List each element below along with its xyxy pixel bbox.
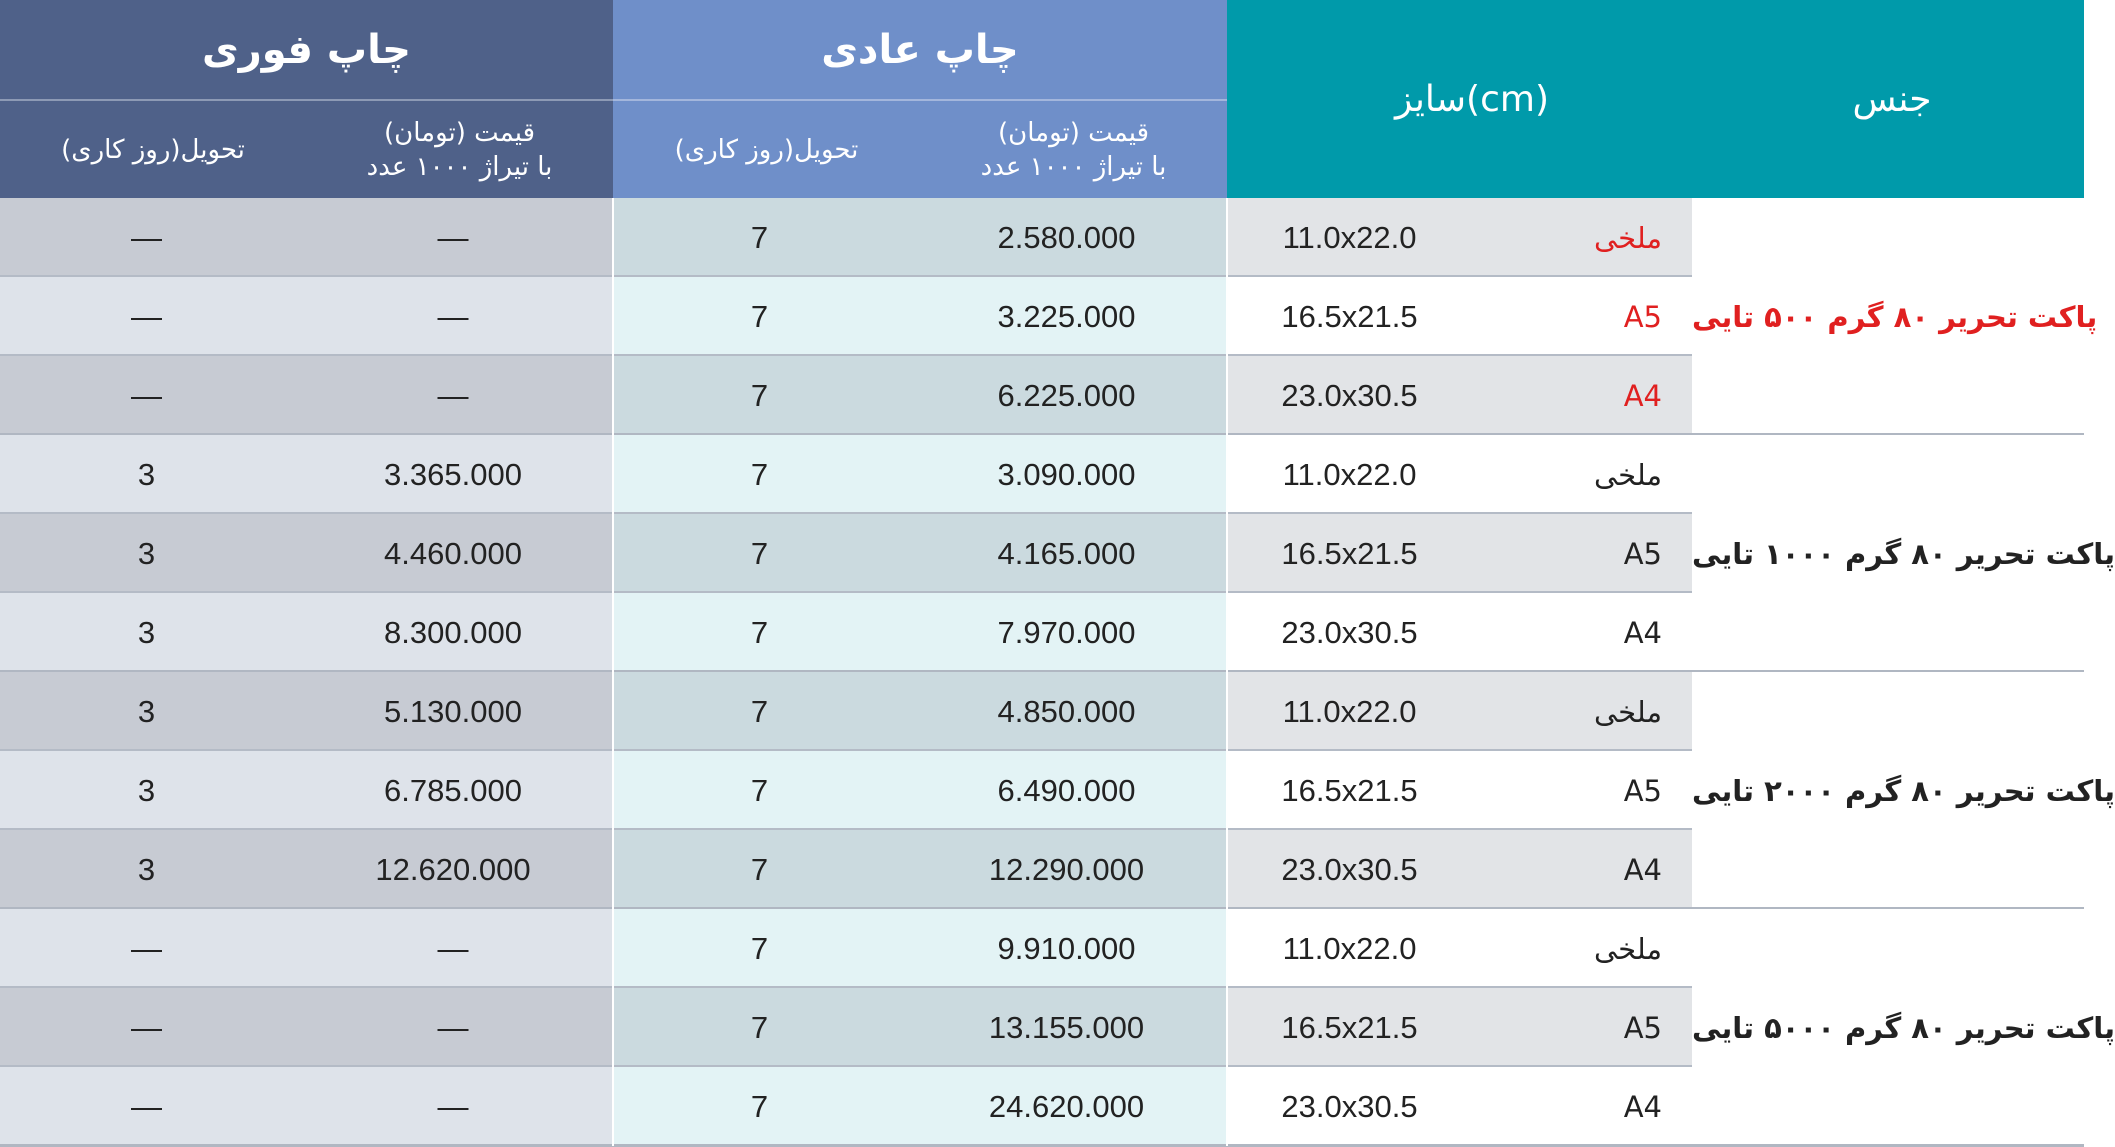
size-cell: 11.0x22.0: [1227, 435, 1472, 514]
normal-price-cell: 3.090.000: [906, 435, 1227, 514]
instant-price-cell: —: [293, 277, 613, 356]
material-cell: پاکت تحریر ۸۰ گرم ۵۰۰ تایی: [1692, 198, 2084, 435]
normal-delivery-cell: 7: [613, 909, 906, 988]
size-cell: 23.0x30.5: [1227, 830, 1472, 909]
instant-price-cell: —: [293, 198, 613, 277]
normal-price-cell: 24.620.000: [906, 1067, 1227, 1146]
instant-price-cell: 3.365.000: [293, 435, 613, 514]
normal-price-cell: 4.850.000: [906, 672, 1227, 751]
size-cell: 16.5x21.5: [1227, 751, 1472, 830]
normal-print-header: چاپ عادی: [613, 0, 1227, 100]
normal-price-label: قیمت (تومان): [998, 117, 1149, 148]
normal-price-header: [920, 101, 1227, 198]
format-cell: A4: [1472, 830, 1692, 909]
instant-delivery-cell: —: [0, 909, 293, 988]
format-cell: ملخی: [1472, 198, 1692, 277]
format-cell: ملخی: [1472, 672, 1692, 751]
instant-delivery-cell: —: [0, 356, 293, 435]
normal-price-cell: 2.580.000: [906, 198, 1227, 277]
instant-delivery-cell: —: [0, 1067, 293, 1146]
instant-print-header: چاپ فوری: [0, 0, 613, 100]
normal-price-cell: 9.910.000: [906, 909, 1227, 988]
normal-delivery-cell: 7: [613, 593, 906, 672]
normal-price-cell: 3.225.000: [906, 277, 1227, 356]
instant-price-cell: 12.620.000: [293, 830, 613, 909]
normal-price-cell: 12.290.000: [906, 830, 1227, 909]
format-cell: ملخی: [1472, 909, 1692, 988]
size-cell: 11.0x22.0: [1227, 909, 1472, 988]
normal-delivery-cell: 7: [613, 198, 906, 277]
format-cell: A4: [1472, 593, 1692, 672]
normal-price-cell: 6.490.000: [906, 751, 1227, 830]
instant-price-sub: با تیراژ ۱۰۰۰ عدد: [366, 151, 553, 182]
column-divider: [612, 198, 614, 1146]
column-divider: [1226, 198, 1228, 1146]
instant-delivery-header: [0, 101, 306, 198]
material-cell: پاکت تحریر ۸۰ گرم ۲۰۰۰ تایی: [1692, 672, 2084, 909]
format-cell: A5: [1472, 988, 1692, 1067]
format-cell: A5: [1472, 277, 1692, 356]
instant-delivery-cell: 3: [0, 672, 293, 751]
normal-delivery-cell: 7: [613, 988, 906, 1067]
instant-price-header: [306, 101, 613, 198]
format-cell: ملخی: [1472, 435, 1692, 514]
normal-price-cell: 6.225.000: [906, 356, 1227, 435]
format-cell: A5: [1472, 514, 1692, 593]
instant-delivery-cell: —: [0, 988, 293, 1067]
normal-delivery-cell: 7: [613, 514, 906, 593]
normal-delivery-cell: 7: [613, 751, 906, 830]
material-header: جنس: [1700, 0, 2084, 198]
size-cell: 23.0x30.5: [1227, 593, 1472, 672]
instant-price-cell: 6.785.000: [293, 751, 613, 830]
instant-price-cell: 8.300.000: [293, 593, 613, 672]
normal-delivery-cell: 7: [613, 435, 906, 514]
size-cell: 23.0x30.5: [1227, 1067, 1472, 1146]
normal-delivery-cell: 7: [613, 356, 906, 435]
size-header: سایز(cm): [1227, 0, 1717, 198]
instant-price-cell: 4.460.000: [293, 514, 613, 593]
instant-delivery-cell: 3: [0, 593, 293, 672]
normal-delivery-cell: 7: [613, 1067, 906, 1146]
size-cell: 16.5x21.5: [1227, 988, 1472, 1067]
normal-delivery-cell: 7: [613, 672, 906, 751]
size-cell: 16.5x21.5: [1227, 514, 1472, 593]
instant-delivery-cell: 3: [0, 435, 293, 514]
normal-delivery-header: [613, 101, 920, 198]
instant-delivery-cell: 3: [0, 830, 293, 909]
instant-delivery-label: تحویل(روز کاری): [61, 134, 245, 165]
format-cell: A4: [1472, 1067, 1692, 1146]
format-cell: A5: [1472, 751, 1692, 830]
format-cell: A4: [1472, 356, 1692, 435]
normal-price-cell: 13.155.000: [906, 988, 1227, 1067]
size-cell: 11.0x22.0: [1227, 198, 1472, 277]
instant-delivery-cell: 3: [0, 514, 293, 593]
size-cell: 23.0x30.5: [1227, 356, 1472, 435]
instant-delivery-cell: —: [0, 277, 293, 356]
normal-delivery-cell: 7: [613, 277, 906, 356]
normal-delivery-cell: 7: [613, 830, 906, 909]
instant-price-cell: 5.130.000: [293, 672, 613, 751]
material-cell: پاکت تحریر ۸۰ گرم ۵۰۰۰ تایی: [1692, 909, 2084, 1146]
instant-price-cell: —: [293, 356, 613, 435]
normal-delivery-label: تحویل(روز کاری): [674, 134, 859, 165]
instant-delivery-cell: 3: [0, 751, 293, 830]
normal-price-cell: 4.165.000: [906, 514, 1227, 593]
instant-price-cell: —: [293, 909, 613, 988]
instant-price-cell: —: [293, 1067, 613, 1146]
instant-price-label: قیمت (تومان): [384, 117, 535, 148]
size-cell: 11.0x22.0: [1227, 672, 1472, 751]
material-cell: پاکت تحریر ۸۰ گرم ۱۰۰۰ تایی: [1692, 435, 2084, 672]
normal-price-sub: با تیراژ ۱۰۰۰ عدد: [980, 151, 1167, 182]
instant-price-cell: —: [293, 988, 613, 1067]
size-cell: 16.5x21.5: [1227, 277, 1472, 356]
normal-price-cell: 7.970.000: [906, 593, 1227, 672]
instant-delivery-cell: —: [0, 198, 293, 277]
